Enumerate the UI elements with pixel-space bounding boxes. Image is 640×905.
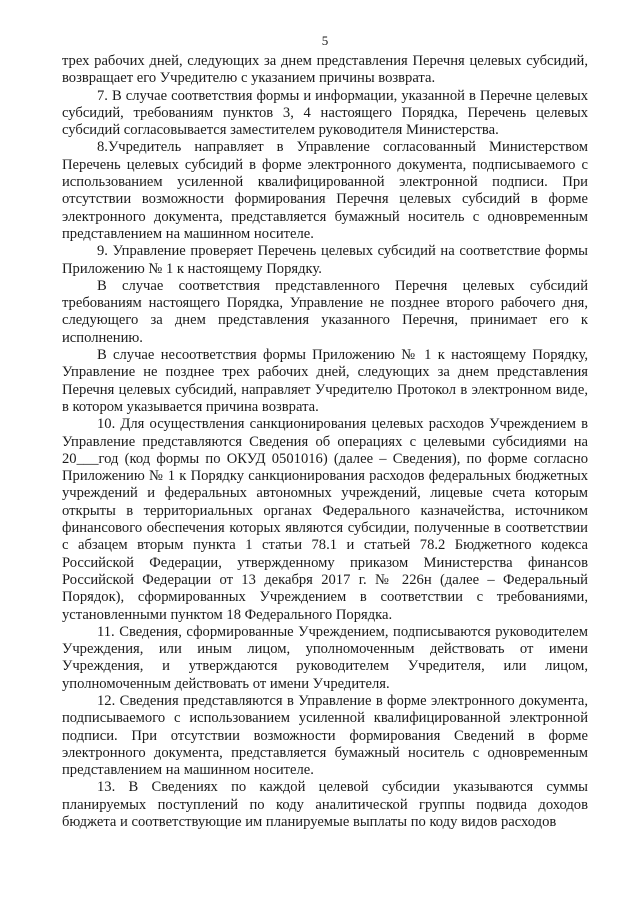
paragraph-item-12: 12. Сведения представляются в Управление в форме электронного документа, подписываемого с использованием усиленной квалифицированной электронной подписи. При отсутствии возможности формирования Сведений в форме электронного документа, представляется бумажный носитель с одновременным представлением на машинном носителе. xyxy=(62,692,588,779)
paragraph-continuation: трех рабочих дней, следующих за днем представления Перечня целевых субсидий, возвращает его Учредителю с указанием причины возврата. xyxy=(62,53,588,87)
paragraph-item-10: 10. Для осуществления санкционирования целевых расходов Учреждением в Управление представляются Сведения об операциях с целевыми субсидиями на 20___год (код формы по ОКУД 0501016) (далее – Сведения), по форме согласно Приложению № 1 к Порядку санкционирования расходов федеральных бюджетных учреждений и федеральных автономных учреждений, лицевые счета которым открыты в территориальных органах Федерального казначейства, источником финансового обеспечения которых являются субсидии, полученные в соответствии с абзацем вторым пункта 1 статьи 78.1 и статьей 78.2 Бюджетного кодекса Российской Федерации, утвержденному приказом Министерства финансов Российской Федерации от 13 декабря 2017 г. № 226н (далее – Федеральный Порядок), сформированных Учреждением в соответствии с требованиями, установленными пунктом 18 Федерального Порядка. xyxy=(62,416,588,623)
paragraph-item-9-noncompliance: В случае несоответствия формы Приложению № 1 к настоящему Порядку, Управление не позднее трех рабочих дней, следующих за днем представления Перечня целевых субсидий, направляет Учредителю Протокол в электронном виде, в котором указывается причина возврата. xyxy=(62,347,588,415)
paragraph-item-7: 7. В случае соответствия формы и информации, указанной в Перечне целевых субсидий, требованиям пунктов 3, 4 настоящего Порядка, Перечень целевых субсидий согласовывается заместителем руководителя Министерства. xyxy=(62,87,588,139)
page-number: 5 xyxy=(321,33,329,48)
paragraph-item-13: 13. В Сведениях по каждой целевой субсидии указываются суммы планируемых поступлений по коду аналитической группы подвида доходов бюджета и соответствующие им планируемые выплаты по коду видов расходов xyxy=(62,779,588,831)
paragraph-item-9: 9. Управление проверяет Перечень целевых субсидий на соответствие формы Приложению № 1 к настоящему Порядку. xyxy=(62,243,588,277)
paragraph-item-8: 8.Учредитель направляет в Управление согласованный Министерством Перечень целевых субсидий в форме электронного документа, подписываемого с использованием усиленной квалифицированной электронной подписи. При отсутствии возможности формирования Перечня целевых субсидий в форме электронного документа, представляется бумажный носитель с одновременным представлением на машинном носителе. xyxy=(62,139,588,242)
paragraph-item-9-compliance: В случае соответствия представленного Перечня целевых субсидий требованиям настоящего Порядка, Управление не позднее второго рабочего дня, следующего за днем представления указанного Перечня, принимает его к исполнению. xyxy=(62,277,588,346)
paragraph-item-11: 11. Сведения, сформированные Учреждением, подписываются руководителем Учреждения, или иным лицом, уполномоченным действовать от имени Учреждения, и утверждаются руководителем Учредителя, или лицом, уполномоченным действовать от имени Учредителя. xyxy=(62,623,588,692)
